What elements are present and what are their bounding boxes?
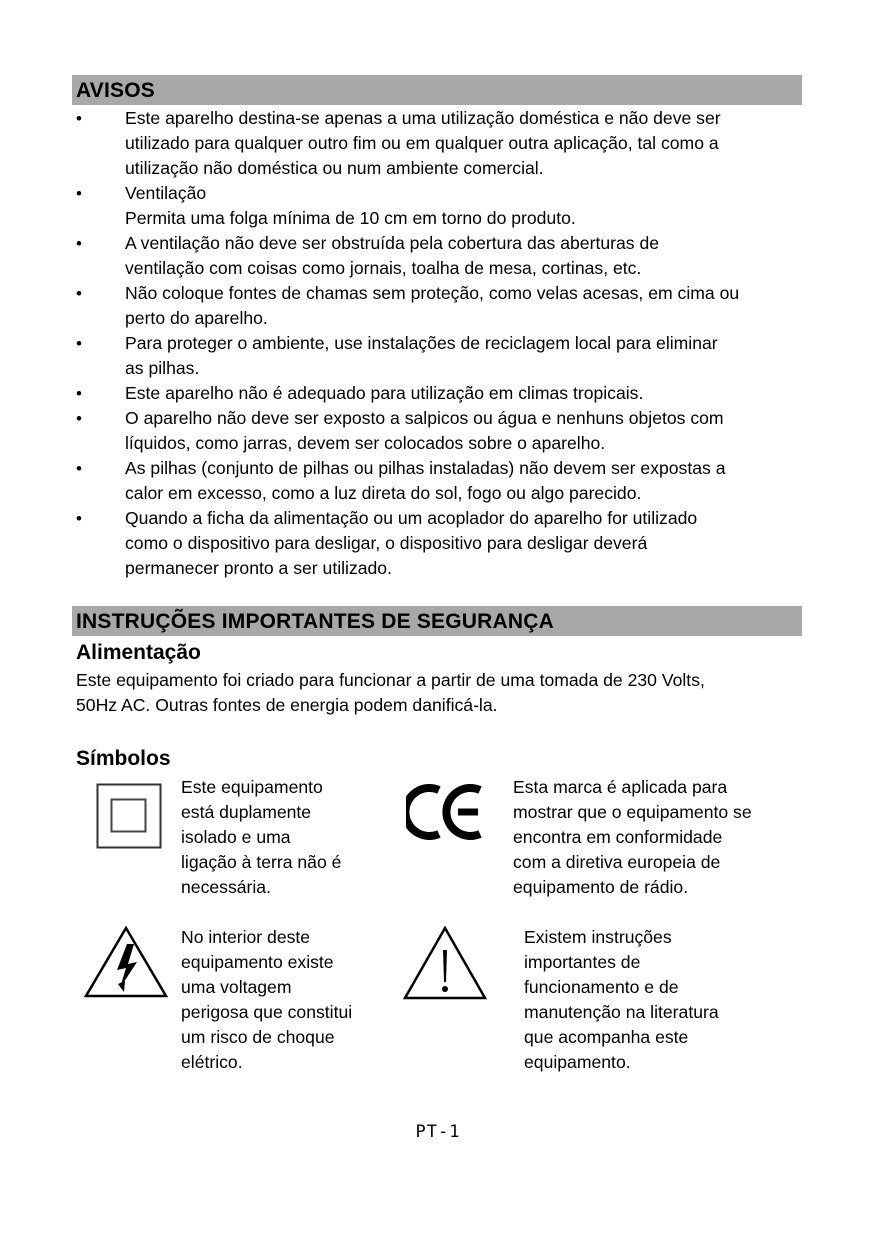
symbol-text-line: isolado e uma [181, 827, 291, 847]
list-item [72, 456, 802, 506]
bullet: • [76, 234, 82, 253]
list-item [72, 506, 802, 581]
bullet: • [76, 409, 82, 428]
list-item [72, 281, 802, 331]
list-item-line: A ventilação não deve ser obstruída pela cobertura das aberturas de [125, 233, 660, 253]
list-item-line: Este aparelho destina-se apenas a uma utilização doméstica e não deve ser [125, 108, 721, 128]
symbol-text-line: Esta marca é aplicada para [513, 777, 728, 797]
paragraph-line: Este equipamento foi criado para funcionar a partir de uma tomada de 230 Volts, [76, 670, 705, 690]
list-item-line: utilização não doméstica ou num ambiente comercial. [125, 158, 544, 178]
alimentacao-text [76, 668, 796, 718]
symbol-text-line: com a diretiva europeia de [513, 852, 721, 872]
list-item [72, 181, 802, 231]
symbol-text-line: equipamento existe [181, 952, 334, 972]
list-item-line: líquidos, como jarras, devem ser colocados sobre o aparelho. [125, 433, 606, 453]
warnings-list [72, 106, 802, 581]
list-item [72, 406, 802, 456]
symbol-text-line: importantes de [524, 952, 641, 972]
list-item-line: Quando a ficha da alimentação ou um acoplador do aparelho for utilizado [125, 508, 698, 528]
symbol-text-line: funcionamento e de [524, 977, 679, 997]
double-insulation-icon [96, 783, 162, 849]
bullet: • [76, 334, 82, 353]
symbol-text-line: uma voltagem [181, 977, 292, 997]
list-item [72, 106, 802, 181]
list-item-line: calor em excesso, como a luz direta do sol, fogo ou algo parecido. [125, 483, 642, 503]
symbol-text-line: elétrico. [181, 1052, 243, 1072]
bullet: • [76, 384, 82, 403]
list-item-line: Permita uma folga mínima de 10 cm em torno do produto. [125, 208, 576, 228]
symbol-text-line: mostrar que o equipamento se [513, 802, 752, 822]
bullet: • [76, 509, 82, 528]
list-item-line: permanecer pronto a ser utilizado. [125, 558, 392, 578]
list-item-line: como o dispositivo para desligar, o dispositivo para desligar deverá [125, 533, 648, 553]
list-item-line: ventilação com coisas como jornais, toalha de mesa, cortinas, etc. [125, 258, 642, 278]
list-item-line: Para proteger o ambiente, use instalações de reciclagem local para eliminar [125, 333, 718, 353]
lightning-warning-icon [84, 926, 168, 998]
symbol-text-line: equipamento de rádio. [513, 877, 689, 897]
simbolos-heading: Símbolos [76, 747, 171, 770]
list-item-line: As pilhas (conjunto de pilhas ou pilhas instaladas) não devem ser expostas a [125, 458, 726, 478]
page-number: PT-1 [415, 1122, 461, 1142]
avisos-heading: AVISOS [72, 75, 802, 105]
list-item-line: Ventilação [125, 183, 207, 203]
symbol-text-line: perigosa que constitui [181, 1002, 353, 1022]
symbol-text-line: necessária. [181, 877, 271, 897]
symbol-text-line: está duplamente [181, 802, 312, 822]
list-item-line: perto do aparelho. [125, 308, 268, 328]
alimentacao-heading: Alimentação [76, 641, 201, 664]
symbol-text-line: encontra em conformidade [513, 827, 723, 847]
symbol-text-line: manutenção na literatura [524, 1002, 719, 1022]
symbol-description [524, 925, 719, 1075]
safety-heading: INSTRUÇÕES IMPORTANTES DE SEGURANÇA [72, 606, 802, 636]
paragraph-line: 50Hz AC. Outras fontes de energia podem danificá-la. [76, 695, 498, 715]
list-item-line: utilizado para qualquer outro fim ou em qualquer outra aplicação, tal como a [125, 133, 719, 153]
symbol-description [513, 775, 752, 900]
bullet: • [76, 184, 82, 203]
exclamation-warning-icon [403, 926, 487, 1000]
list-item [72, 331, 802, 381]
ce-mark-icon [406, 781, 488, 843]
symbol-text-line: Este equipamento [181, 777, 323, 797]
list-item [72, 381, 802, 406]
symbol-text-line: equipamento. [524, 1052, 631, 1072]
list-item-line: O aparelho não deve ser exposto a salpicos ou água e nenhuns objetos com [125, 408, 724, 428]
symbol-text-line: ligação à terra não é [181, 852, 342, 872]
list-item-line: as pilhas. [125, 358, 200, 378]
bullet: • [76, 459, 82, 478]
symbol-text-line: No interior deste [181, 927, 311, 947]
list-item-line: Este aparelho não é adequado para utilização em climas tropicais. [125, 383, 644, 403]
list-item [72, 231, 802, 281]
bullet: • [76, 284, 82, 303]
symbol-description [181, 775, 341, 900]
symbol-description [181, 925, 352, 1075]
symbol-text-line: Existem instruções [524, 927, 672, 947]
list-item-line: Não coloque fontes de chamas sem proteção, como velas acesas, em cima ou [125, 283, 740, 303]
symbol-text-line: um risco de choque [181, 1027, 335, 1047]
bullet: • [76, 109, 82, 128]
symbol-text-line: que acompanha este [524, 1027, 689, 1047]
